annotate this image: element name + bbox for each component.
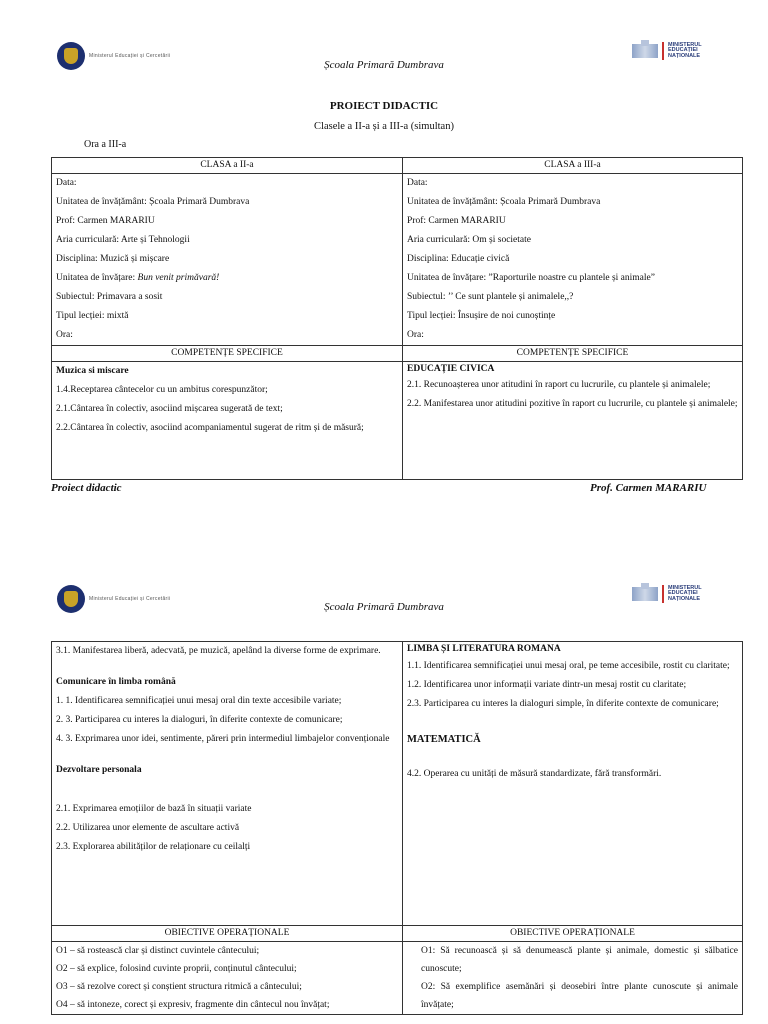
competenta-item: 1.2. Identificarea unor informații variate dintr-un mesaj rostit cu claritate; xyxy=(407,680,687,690)
footer-right: Prof. Carmen MARARIU xyxy=(590,482,707,494)
ministry-line-3: NAȚIONALE xyxy=(668,595,701,602)
competente-header-left: COMPETENȚE SPECIFICE xyxy=(52,346,403,362)
ministry-flag-icon xyxy=(632,44,658,58)
col-header-class-3: CLASA a III-a xyxy=(403,158,743,174)
field-label: Unitatea de învățământ: xyxy=(56,197,150,207)
section-heading-dezvoltare: Dezvoltare personala xyxy=(56,765,142,775)
document-subtitle: Clasele a II-a și a III-a (simultan) xyxy=(314,121,454,132)
disciplina-field xyxy=(407,250,738,269)
spacer xyxy=(56,780,398,800)
field-label: Unitatea de învățare: xyxy=(407,273,489,283)
competenta-item: 1. 1. Identificarea semnificației unui mesaj oral din texte accesibile variate; xyxy=(56,696,342,706)
ministry-logo-right xyxy=(632,42,702,60)
logo-divider xyxy=(662,42,664,60)
field-value: Arte și Tehnologii xyxy=(120,235,190,245)
field-value: Muzică și mișcare xyxy=(100,254,170,264)
field-label: Tipul lecției: xyxy=(56,311,107,321)
field-value: Școala Primară Dumbrava xyxy=(500,197,601,207)
competente-right-continued xyxy=(403,642,743,926)
competenta-item: 2.3. Explorarea abilităților de relaționare cu ceilalți xyxy=(56,842,251,852)
ministry-line-2: EDUCAȚIEI xyxy=(668,590,698,597)
spacer xyxy=(407,749,738,765)
field-label: Disciplina: xyxy=(56,254,101,264)
field-label: Aria curriculară: xyxy=(407,235,473,245)
competenta-item: 2.1. Recunoașterea unor atitudini în raport cu lucrurile, cu plantele și animalele; xyxy=(407,380,711,390)
field-value: ”Raporturile noastre cu plantele și animale” xyxy=(488,273,655,283)
tip-lectie-field xyxy=(407,307,738,326)
data-field: Data: xyxy=(56,178,77,188)
unitatea-invatare-field xyxy=(56,269,398,288)
section-heading: Muzica si miscare xyxy=(56,366,129,376)
competenta-item: 2.2. Manifestarea unor atitudini pozitive în raport cu lucrurile, cu plantele și animalele; xyxy=(407,399,738,409)
competenta-item: 1.4.Receptarea cântecelor cu un ambitus corespunzător; xyxy=(56,385,268,395)
competente-educatie-civica xyxy=(403,362,743,480)
subiect-field xyxy=(407,288,738,307)
field-value: Om și societate xyxy=(472,235,531,245)
aria-field xyxy=(407,231,738,250)
obiective-right xyxy=(403,942,743,1015)
field-value: Școala Primară Dumbrava xyxy=(149,197,250,207)
disciplina-field xyxy=(56,250,398,269)
ministry-line-1: MINISTERUL xyxy=(668,584,702,591)
objective-item: O3 – să rezolve corect și conștient structura ritmică a cântecului; xyxy=(56,982,302,992)
field-value: Însușire de noi cunoștințe xyxy=(457,311,556,321)
competenta-item: 2.3. Participarea cu interes la dialoguri simple, în diferite contexte de comunicare; xyxy=(407,699,719,709)
competenta-item: 2.1.Cântarea în colectiv, asociind mișcarea sugerată de text; xyxy=(56,404,283,414)
competente-header-right: COMPETENȚE SPECIFICE xyxy=(403,346,743,362)
field-label: Subiectul: xyxy=(56,292,97,302)
field-value: mixtă xyxy=(106,311,129,321)
spacer xyxy=(56,661,398,673)
ora-field: Ora: xyxy=(56,330,73,340)
competente-left-continued xyxy=(52,642,403,926)
obiective-header-left: OBIECTIVE OPERAȚIONALE xyxy=(52,926,403,942)
document-title: PROIECT DIDACTIC xyxy=(329,100,439,112)
ministry-flag-icon xyxy=(632,587,658,601)
field-value: Educație civică xyxy=(451,254,510,264)
field-value: Primavara a sosit xyxy=(96,292,163,302)
ministry-right-text xyxy=(668,43,702,60)
field-label: Aria curriculară: xyxy=(56,235,121,245)
competenta-item: 4. 3. Exprimarea unor idei, sentimente, păreri prin intermediul limbajelor convenționale xyxy=(56,734,390,744)
ministry-left-text: Ministerul Educației și Cercetării xyxy=(89,53,171,59)
competences-objectives-table xyxy=(51,641,743,1015)
footer-left: Proiect didactic xyxy=(51,482,122,494)
objective-item: O2: Să exemplifice asemănări și deosebiri între plante cunoscute și animale învățate; xyxy=(421,982,738,1010)
field-label: Unitatea de învățământ: xyxy=(407,197,501,207)
obiective-left xyxy=(52,942,403,1015)
field-label: Disciplina: xyxy=(407,254,452,264)
ora-field: Ora: xyxy=(407,330,424,340)
lesson-info-table xyxy=(51,157,743,480)
ora-label: Ora a III-a xyxy=(84,139,127,150)
ministry-line-3: NAȚIONALE xyxy=(668,52,701,59)
class-3-info xyxy=(403,174,743,346)
objective-item: O1: Să recunoască și să denumească plante și animale, domestic și sălbatice cunoscute; xyxy=(421,946,738,974)
competenta-item: 3.1. Manifestarea liberă, adecvată, pe muzică, apelând la diverse forme de exprimare. xyxy=(56,646,381,656)
tip-lectie-field xyxy=(56,307,398,326)
field-label: Subiectul: xyxy=(407,292,448,302)
section-heading-limba: LIMBA ȘI LITERATURA ROMANA xyxy=(407,644,561,654)
competenta-item: 4.2. Operarea cu unități de măsură standardizate, fără transformări. xyxy=(407,769,662,779)
field-value: ’’ Ce sunt plantele și animalele,,? xyxy=(447,292,574,302)
field-value: Bun venit primăvară! xyxy=(137,273,220,283)
field-label: Unitatea de învățare: xyxy=(56,273,138,283)
prof-field: Prof: Carmen MARARIU xyxy=(56,216,155,226)
aria-field xyxy=(56,231,398,250)
section-heading: EDUCAȚIE CIVICA xyxy=(407,364,495,374)
section-heading-comunicare: Comunicare în limba română xyxy=(56,677,176,687)
ministry-left-text: Ministerul Educației și Cercetării xyxy=(89,596,171,602)
unitatea-field xyxy=(56,193,398,212)
competenta-item: 1.1. Identificarea semnificației unui mesaj oral, pe teme accesibile, rostit cu claritate; xyxy=(407,661,730,671)
school-name-p2: Școala Primară Dumbrava xyxy=(324,601,444,613)
unitatea-field xyxy=(407,193,738,212)
prof-field: Prof: Carmen MARARIU xyxy=(407,216,506,226)
objective-item: O4 – să intoneze, corect și expresiv, fragmente din cântecul nou învățat; xyxy=(56,1000,330,1010)
ministry-line-2: EDUCAȚIEI xyxy=(668,47,698,54)
school-name: Școala Primară Dumbrava xyxy=(324,59,444,71)
ministry-right-text xyxy=(668,586,702,603)
competenta-item: 2.2. Utilizarea unor elemente de ascultare activă xyxy=(56,823,240,833)
obiective-header-right: OBIECTIVE OPERAȚIONALE xyxy=(403,926,743,942)
spacer xyxy=(407,714,738,730)
competente-muzica xyxy=(52,362,403,480)
unitatea-invatare-field xyxy=(407,269,738,288)
competenta-item: 2.1. Exprimarea emoțiilor de bază în situații variate xyxy=(56,804,252,814)
competenta-item: 2.2.Cântarea în colectiv, asociind acompaniamentul sugerat de ritm și de măsură; xyxy=(56,423,364,433)
field-label: Tipul lecției: xyxy=(407,311,458,321)
objective-item: O2 – să explice, folosind cuvinte proprii, conținutul cântecului; xyxy=(56,964,297,974)
subiect-field xyxy=(56,288,398,307)
col-header-class-2: CLASA a II-a xyxy=(52,158,403,174)
class-2-info xyxy=(52,174,403,346)
competenta-item: 2. 3. Participarea cu interes la dialoguri, în diferite contexte de comunicare; xyxy=(56,715,343,725)
data-field: Data: xyxy=(407,178,428,188)
objective-item: O1 – să rostească clar și distinct cuvintele cântecului; xyxy=(56,946,260,956)
spacer xyxy=(56,749,398,761)
section-heading-matematica: MATEMATICĂ xyxy=(407,734,481,745)
ministry-line-1: MINISTERUL xyxy=(668,41,702,48)
